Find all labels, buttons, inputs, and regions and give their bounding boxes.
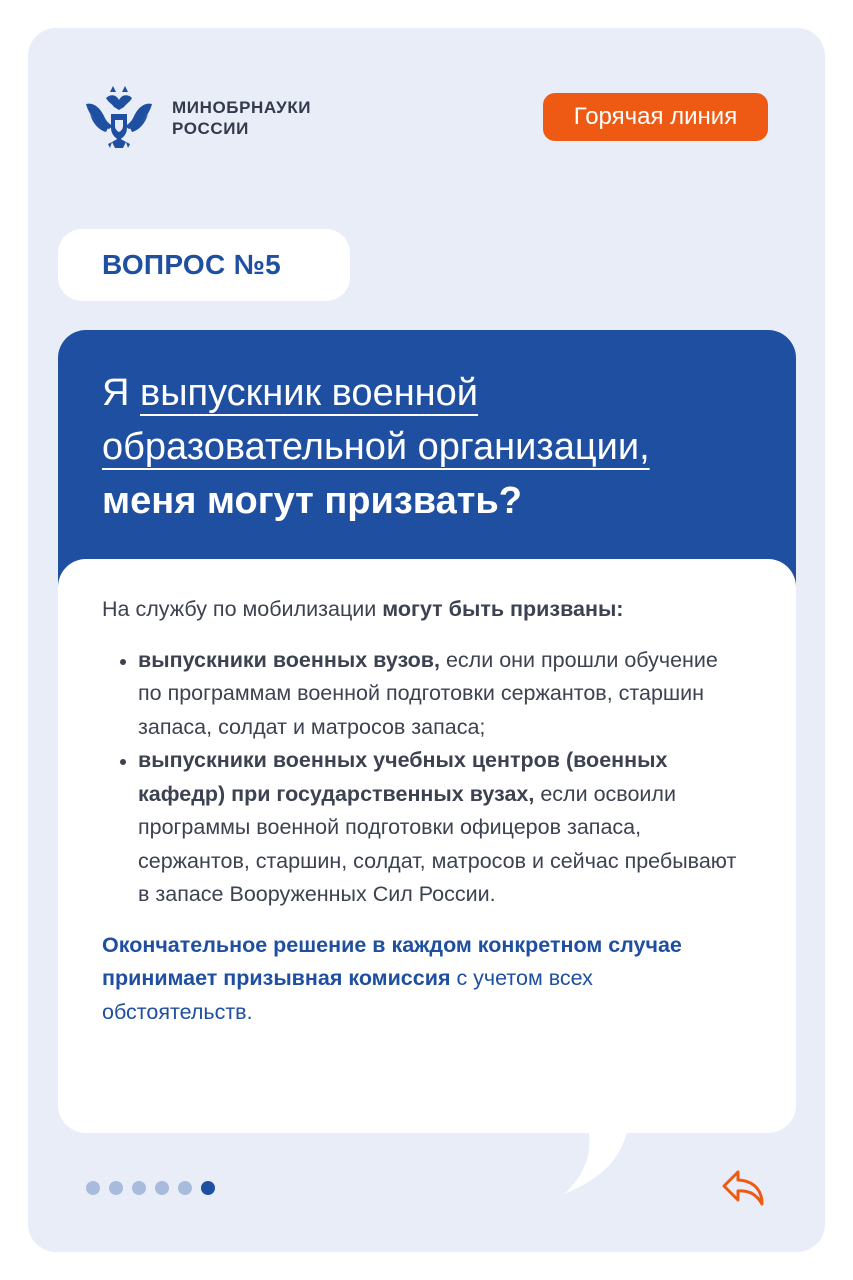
conclusion-bold: Окончательное решение в каждом конкретном случае принимает призывная комиссия — [102, 932, 682, 990]
pagination-dot[interactable] — [132, 1181, 146, 1195]
pagination-dot[interactable] — [155, 1181, 169, 1195]
pagination-dot-active[interactable] — [201, 1181, 215, 1195]
question-part-bold: меня могут призвать? — [102, 480, 522, 522]
speech-bubble-tail — [564, 1128, 654, 1198]
question-part-underlined: выпускник военной образовательной организации, — [102, 372, 650, 468]
list-item — [138, 644, 746, 745]
conclusion-regular: с учетом всех обстоятельств. — [102, 966, 593, 1024]
question-text — [102, 366, 782, 528]
answer-intro-bold: могут быть призваны: — [382, 597, 624, 621]
list-item-bold: выпускники военных учебных центров (военных кафедр) при государственных вузах, — [138, 748, 668, 806]
ministry-logo — [84, 84, 311, 152]
list-item — [138, 744, 746, 912]
pagination-dot[interactable] — [178, 1181, 192, 1195]
ministry-name-line1: МИНОБРНАУКИ — [172, 98, 312, 117]
answer-conclusion — [102, 929, 746, 1030]
list-item-bold: выпускники военных вузов, — [138, 647, 440, 672]
pagination-dots — [86, 1181, 224, 1195]
reply-arrow-icon[interactable] — [720, 1166, 766, 1210]
ministry-name — [172, 97, 311, 139]
ministry-name-line2: РОССИИ — [172, 119, 249, 138]
post-card — [28, 28, 825, 1252]
answer-box — [58, 559, 796, 1133]
pagination-dot[interactable] — [109, 1181, 123, 1195]
question-number-badge: ВОПРОС №5 — [58, 229, 350, 301]
answer-intro — [102, 593, 746, 627]
pagination-dot[interactable] — [86, 1181, 100, 1195]
list-item-text: если освоили программы военной подготовки офицеров запаса, сержантов, старшин, солдат, матросов и сейчас пребывают в запасе Вооруженных Сил России. — [138, 781, 737, 906]
answer-intro-regular: На службу по мобилизации — [102, 597, 383, 621]
question-part-regular: Я — [102, 372, 140, 414]
hotline-button[interactable]: Горячая линия — [543, 93, 768, 141]
list-item-text: если они прошли обучение по программам военной подготовки сержантов, старшин запаса, солдат и матросов запаса; — [138, 647, 718, 739]
double-headed-eagle-icon — [84, 84, 154, 152]
answer-bullet-list — [102, 644, 746, 912]
